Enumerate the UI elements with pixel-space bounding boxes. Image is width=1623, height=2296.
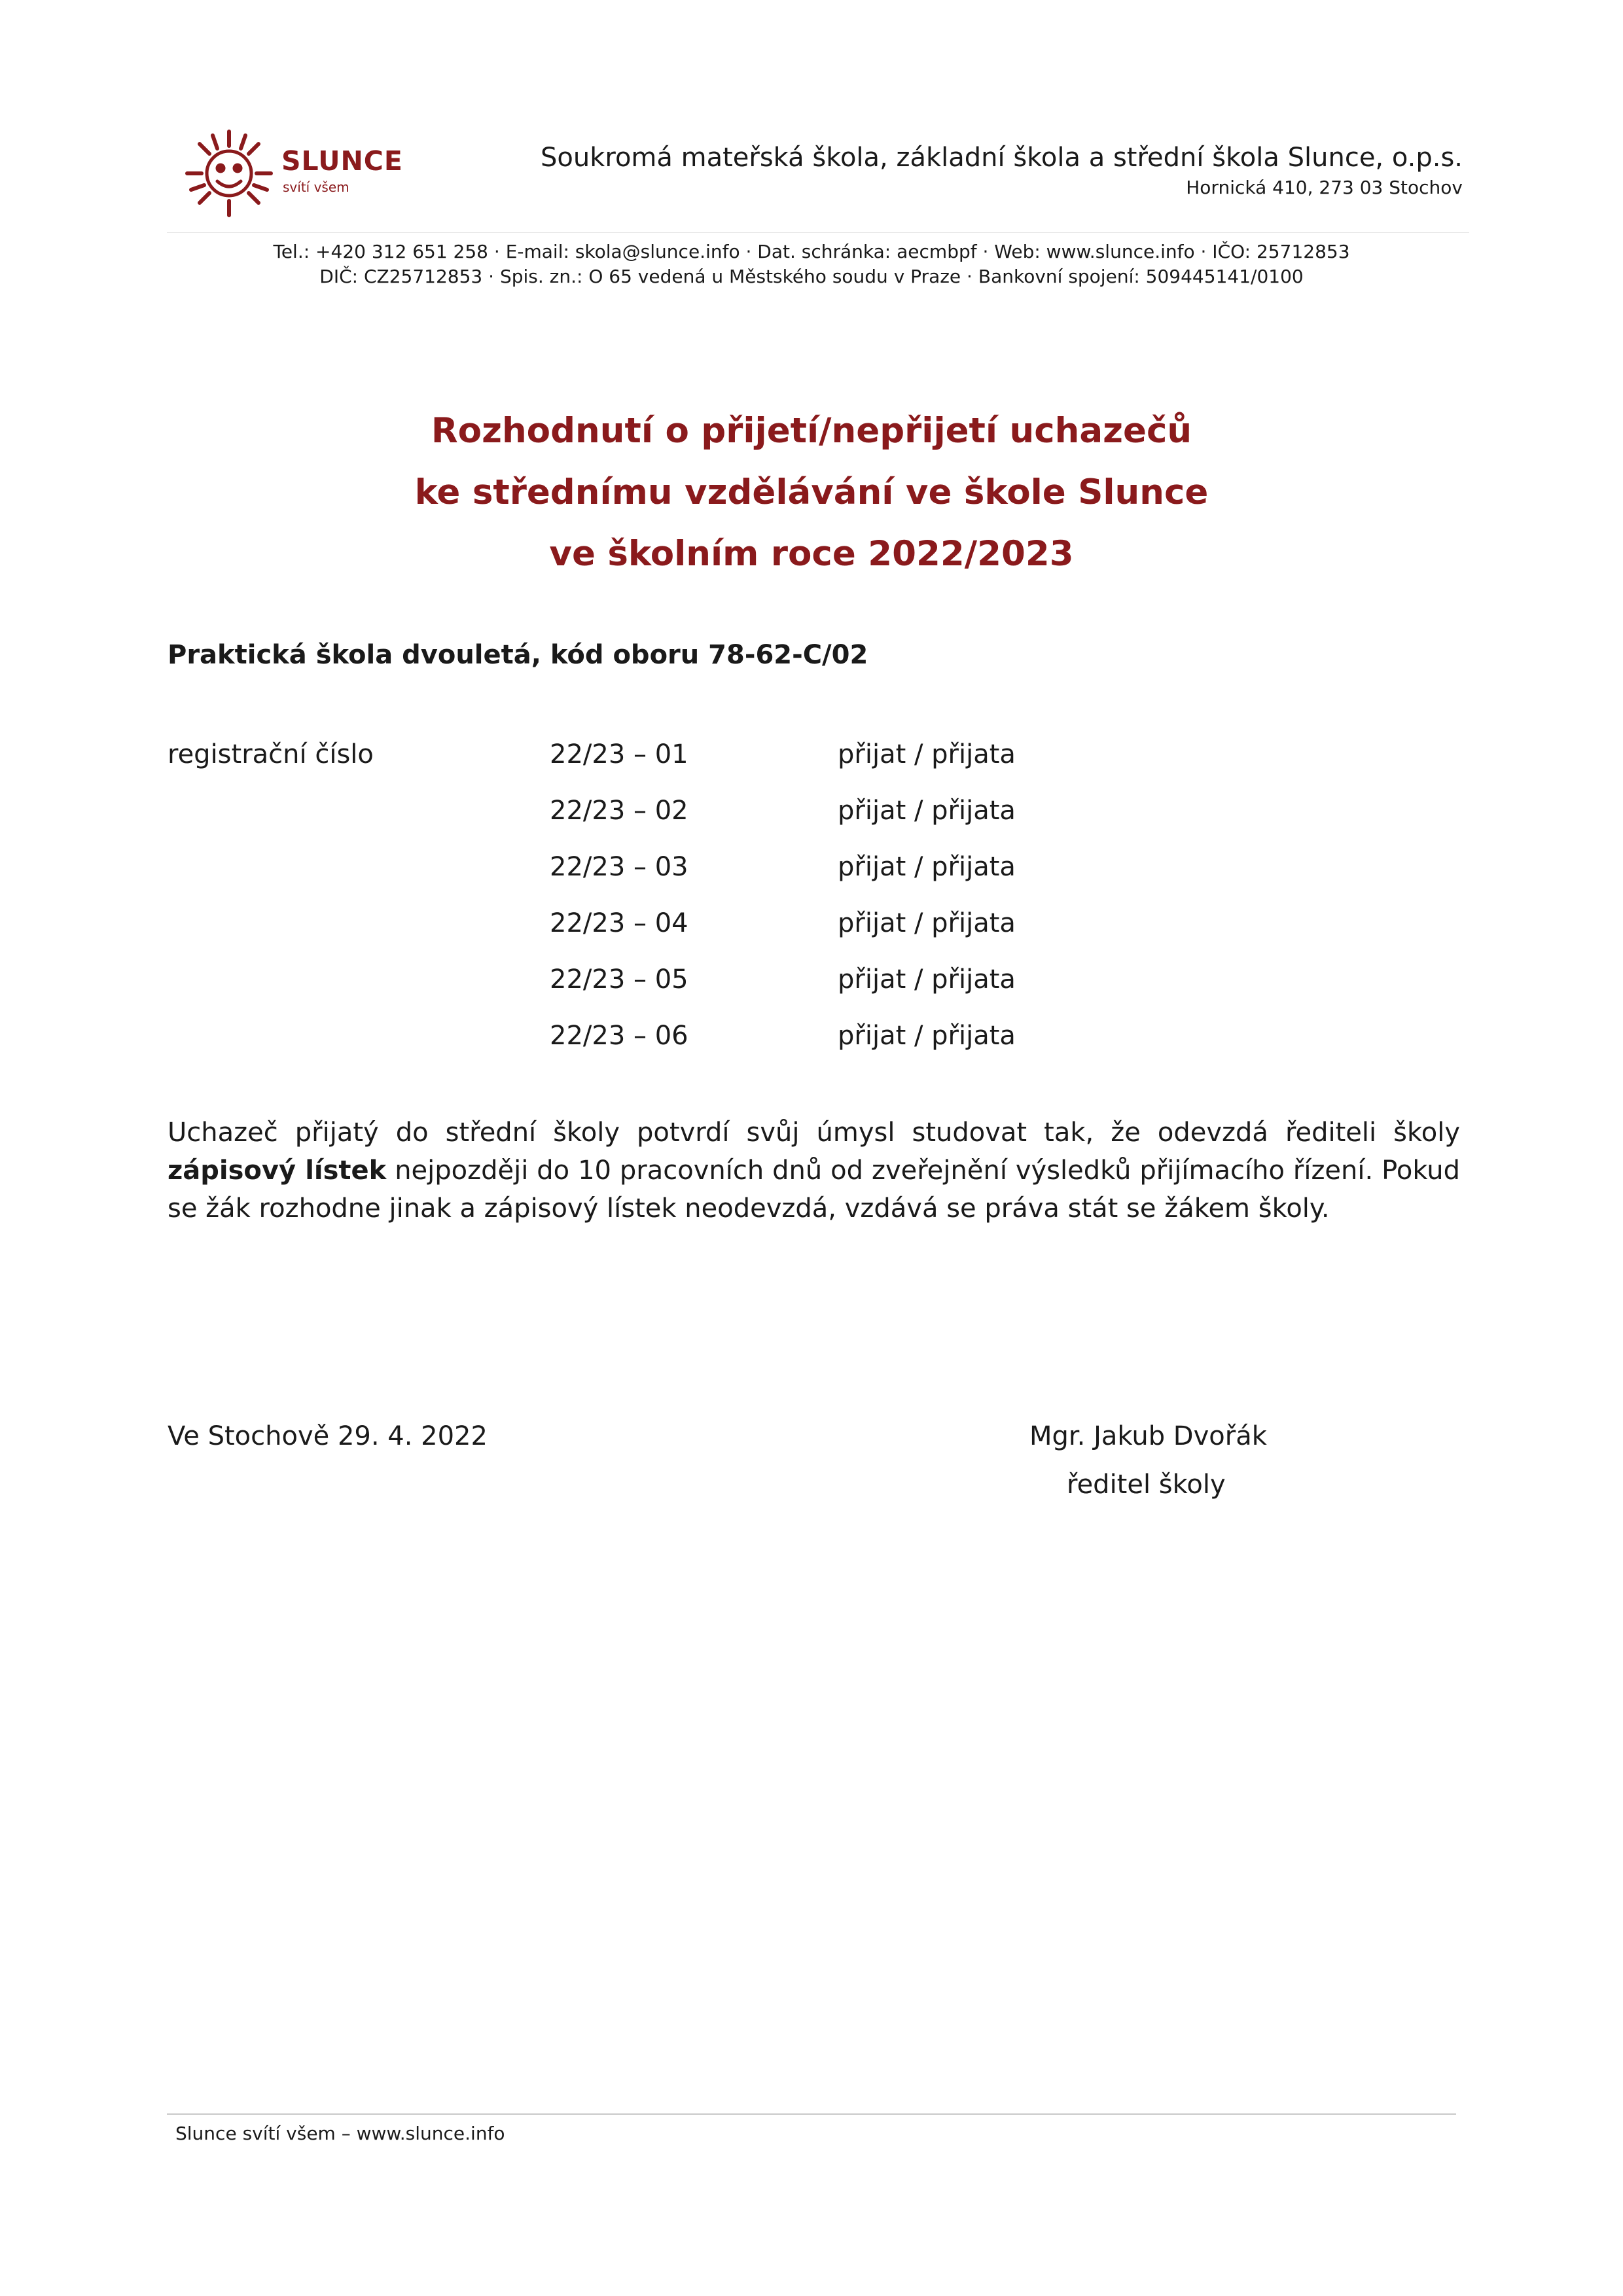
registration-status: přijat / přijata — [838, 796, 1016, 826]
registration-number: 22/23 – 01 — [550, 739, 688, 769]
school-address: Hornická 410, 273 03 Stochov — [1186, 177, 1463, 198]
registration-status: přijat / přijata — [838, 964, 1016, 995]
header-divider — [167, 232, 1469, 233]
registration-number: 22/23 – 06 — [550, 1021, 688, 1051]
signer-name: Mgr. Jakub Dvořák — [1029, 1421, 1267, 1451]
logo-tagline: svítí všem — [283, 179, 349, 195]
paragraph-bold-term: zápisový lístek — [168, 1156, 387, 1186]
registration-number: 22/23 – 04 — [550, 908, 688, 938]
enrollment-paragraph — [168, 1114, 1460, 1227]
program-heading: Praktická škola dvouletá, kód oboru 78-62-C/02 — [168, 640, 868, 670]
registration-status: přijat / přijata — [838, 739, 1016, 769]
footer-text: Slunce svítí všem – www.slunce.info — [175, 2123, 505, 2144]
registration-status: přijat / přijata — [838, 1021, 1016, 1051]
school-name: Soukromá mateřská škola, základní škola a střední škola Slunce, o.p.s. — [541, 143, 1463, 173]
document-title-line-2: ke střednímu vzdělávání ve škole Slunce — [414, 472, 1209, 512]
registration-number: 22/23 – 03 — [550, 852, 688, 882]
registration-label: registrační číslo — [168, 739, 374, 769]
contact-line-2: DIČ: CZ25712853 · Spis. zn.: O 65 vedená u Městského soudu v Praze · Bankovní spojení: 509445141/0100 — [319, 266, 1304, 287]
registration-status: přijat / přijata — [838, 852, 1016, 882]
footer-divider — [167, 2113, 1456, 2115]
sun-logo-icon — [183, 128, 275, 219]
document-title-line-3: ve školním roce 2022/2023 — [549, 534, 1074, 574]
registration-number: 22/23 – 05 — [550, 964, 688, 995]
paragraph-text-1: Uchazeč přijatý do střední školy potvrdí svůj úmysl studovat tak, že odevzdá řediteli školy — [168, 1118, 1460, 1148]
registration-status: přijat / přijata — [838, 908, 1016, 938]
document-title-line-1: Rozhodnutí o přijetí/nepřijetí uchazečů — [431, 411, 1192, 451]
contact-line-1: Tel.: +420 312 651 258 · E-mail: skola@slunce.info · Dat. schránka: aecmbpf · Web: www.slunce.info · IČO: 25712853 — [273, 241, 1350, 262]
place-date: Ve Stochově 29. 4. 2022 — [168, 1421, 488, 1451]
paragraph-text-2: nejpozději do 10 pracovních dnů od zveřejnění výsledků přijímacího řízení. Pokud se žák rozhodne jinak a zápisový lístek neodevzdá, vzdává se práva stát se žákem školy. — [168, 1156, 1460, 1224]
registration-number: 22/23 – 02 — [550, 796, 688, 826]
logo-name: SLUNCE — [281, 145, 403, 177]
signer-role: ředitel školy — [1067, 1470, 1226, 1500]
